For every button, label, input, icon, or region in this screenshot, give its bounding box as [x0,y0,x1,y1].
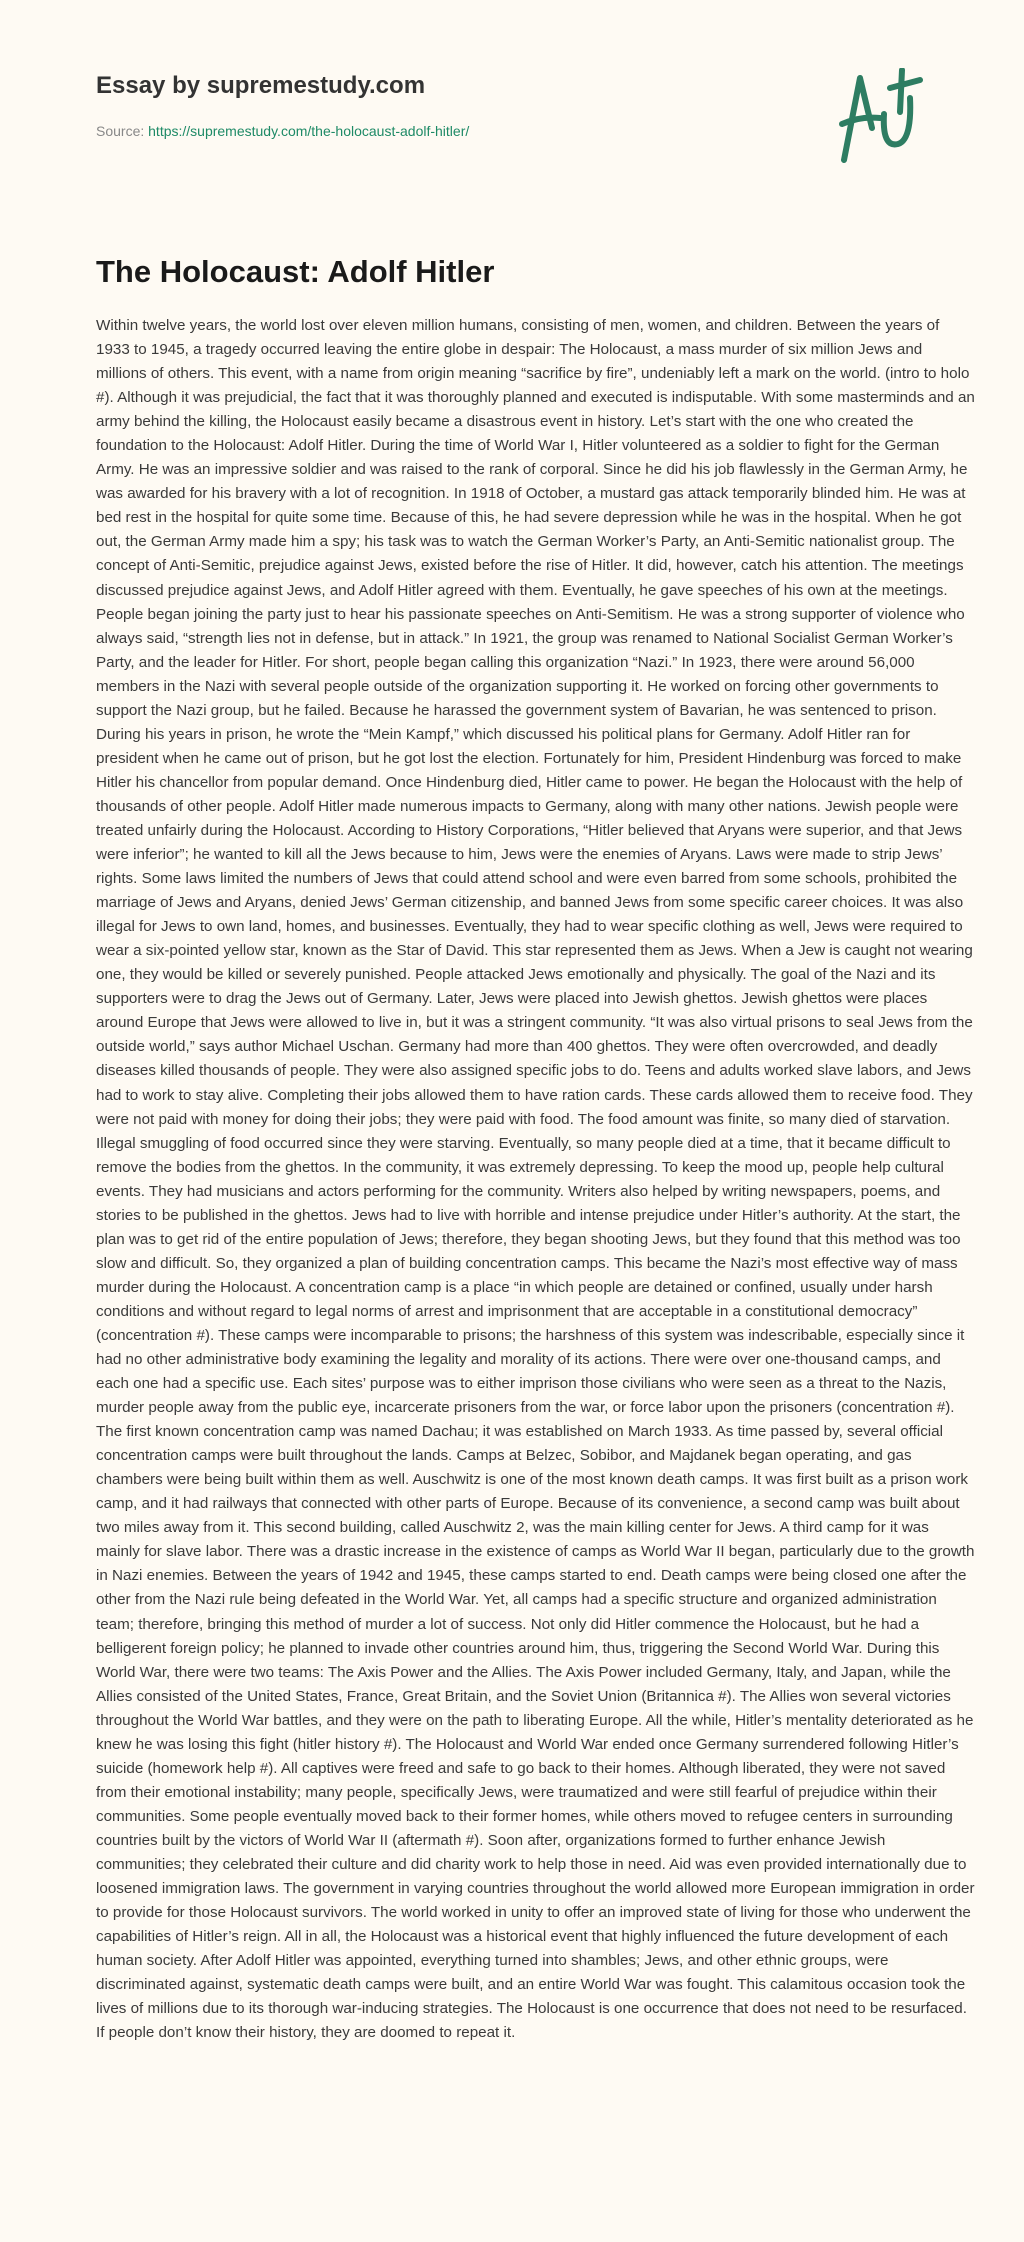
site-title: Essay by supremestudy.com [96,72,426,99]
source-label: Source: [96,123,145,139]
essay-title: The Holocaust: Adolf Hitler [96,254,495,289]
a-plus-logo-icon [820,68,940,164]
source-line [96,123,469,139]
source-link[interactable]: https://supremestudy.com/the-holocaust-adolf-hitler/ [148,123,470,139]
essay-body: Within twelve years, the world lost over eleven million humans, consisting of men, women, and children. Between the years of 1933 to 1945, a tragedy occurred leaving the entire globe in despair: The Holocaust, a mass murder of six million Jews and millions of others. This event, with a name from origin meaning “sacrifice by fire”, undeniably left a mark on the world. (intro to holo #). Although it was prejudicial, the fact that it was thoroughly planned and executed is indisputable. With some masterminds and an army behind the killing, the Holocaust easily became a disastrous event in history. Let’s start with the one who created the foundation to the Holocaust: Adolf Hitler. During the time of World War I, Hitler volunteered as a soldier to fight for the German Army. He was an impressive soldier and was raised to the rank of corporal. Since he did his job flawlessly in the German Army, he was awarded for his bravery with a lot of recognition. In 1918 of October, a mustard gas attack temporarily blinded him. He was at bed rest in the hospital for quite some time. Because of this, he had severe depression while he was in the hospital. When he got out, the German Army made him a spy; his task was to watch the German Worker’s Party, an Anti-Semitic nationalist group. The concept of Anti-Semitic, prejudice against Jews, existed before the rise of Hitler. It did, however, catch his attention. The meetings discussed prejudice against Jews, and Adolf Hitler agreed with them. Eventually, he gave speeches of his own at the meetings. People began joining the party just to hear his passionate speeches on Anti-Semitism. He was a strong supporter of violence who always said, “strength lies not in defense, but in attack.” In 1921, the group was renamed to National Socialist German Worker’s Party, and the leader for Hitler. For short, people began calling this organization “Nazi.” In 1923, there were around 56,000 members in the Nazi with several people outside of the organization supporting it. He worked on forcing other governments to support the Nazi group, but he failed. Because he harassed the government system of Bavarian, he was sentenced to prison. During his years in prison, he wrote the “Mein Kampf,” which discussed his political plans for Germany. Adolf Hitler ran for president when he came out of prison, but he got lost the election. Fortunately for him, President Hindenburg was forced to make Hitler his chancellor from popular demand. Once Hindenburg died, Hitler came to power. He began the Holocaust with the help of thousands of other people. Adolf Hitler made numerous impacts to Germany, along with many other nations. Jewish people were treated unfairly during the Holocaust. According to History Corporations, “Hitler believed that Aryans were superior, and that Jews were inferior”; he wanted to kill all the Jews because to him, Jews were the enemies of Aryans. Laws were made to strip Jews’ rights. Some laws limited the numbers of Jews that could attend school and were even barred from some schools, prohibited the marriage of Jews and Aryans, denied Jews’ German citizenship, and banned Jews from some specific career choices. It was also illegal for Jews to own land, homes, and businesses. Eventually, they had to wear specific clothing as well, Jews were required to wear a six-pointed yellow star, known as the Star of David. This star represented them as Jews. When a Jew is caught not wearing one, they would be killed or severely punished. People attacked Jews emotionally and physically. The goal of the Nazi and its supporters were to drag the Jews out of Germany. Later, Jews were placed into Jewish ghettos. Jewish ghettos were places around Europe that Jews were allowed to live in, but it was a stringent community. “It was also virtual prisons to seal Jews from the outside world,” says author Michael Uschan. Germany had more than 400 ghettos. They were often overcrowded, and deadly diseases killed thousands of people. They were also assigned specific jobs to do. Teens and adults worked slave labors, and Jews had to work to stay alive. Completing their jobs allowed them to have ration cards. These cards allowed them to receive food. They were not paid with money for doing their jobs; they were paid with food. The food amount was finite, so many died of starvation. Illegal smuggling of food occurred since they were starving. Eventually, so many people died at a time, that it became difficult to remove the bodies from the ghettos. In the community, it was extremely depressing. To keep the mood up, people help cultural events. They had musicians and actors performing for the community. Writers also helped by writing newspapers, poems, and stories to be published in the ghettos. Jews had to live with horrible and intense prejudice under Hitler’s authority. At the start, the plan was to get rid of the entire population of Jews; therefore, they began shooting Jews, but they found that this method was too slow and difficult. So, they organized a plan of building concentration camps. This became the Nazi’s most effective way of mass murder during the Holocaust. A concentration camp is a place “in which people are detained or confined, usually under harsh conditions and without regard to legal norms of arrest and imprisonment that are acceptable in a constitutional democracy” (concentration #). These camps were incomparable to prisons; the harshness of this system was indescribable, especially since it had no other administrative body examining the legality and morality of its actions. There were over one-thousand camps, and each one had a specific use. Each sites’ purpose was to either imprison those civilians who were seen as a threat to the Nazis, murder people away from the public eye, incarcerate prisoners from the war, or force labor upon the prisoners (concentration #). The first known concentration camp was named Dachau; it was established on March 1933. As time passed by, several official concentration camps were built throughout the lands. Camps at Belzec, Sobibor, and Majdanek began operating, and gas chambers were being built within them as well. Auschwitz is one of the most known death camps. It was first built as a prison work camp, and it had railways that connected with other parts of Europe. Because of its convenience, a second camp was built about two miles away from it. This second building, called Auschwitz 2, was the main killing center for Jews. A third camp for it was mainly for slave labor. There was a drastic increase in the existence of camps as World War II began, particularly due to the growth in Nazi enemies. Between the years of 1942 and 1945, these camps started to end. Death camps were being closed one after the other from the Nazi rule being defeated in the World War. Yet, all camps had a specific structure and organized administration team; therefore, bringing this method of murder a lot of success. Not only did Hitler commence the Holocaust, but he had a belligerent foreign policy; he planned to invade other countries around him, thus, triggering the Second World War. During this World War, there were two teams: The Axis Power and the Allies. The Axis Power included Germany, Italy, and Japan, while the Allies consisted of the United States, France, Great Britain, and the Soviet Union (Britannica #). The Allies won several victories throughout the World War battles, and they were on the path to liberating Europe. All the while, Hitler’s mentality deteriorated as he knew he was losing this fight (hitler history #). The Holocaust and World War ended once Germany surrendered following Hitler’s suicide (homework help #). All captives were freed and safe to go back to their homes. Although liberated, they were not saved from their emotional instability; many people, specifically Jews, were traumatized and were still fearful of prejudice within their communities. Some people eventually moved back to their former homes, while others moved to refugee centers in surrounding countries built by the victors of World War II (aftermath #). Soon after, organizations formed to further enhance Jewish communities; they celebrated their culture and did charity work to help those in need. Aid was even provided internationally due to loosened immigration laws. The government in varying countries throughout the world allowed more European immigration in order to provide for those Holocaust survivors. The world worked in unity to offer an improved state of living for those who underwent the capabilities of Hitler’s reign. All in all, the Holocaust was a historical event that highly influenced the future development of each human society. After Adolf Hitler was appointed, everything turned into shambles; Jews, and other ethnic groups, were discriminated against, systematic death camps were built, and an entire World War was fought. This calamitous occasion took the lives of millions due to its thorough war-inducing strategies. The Holocaust is one occurrence that does not need to be resurfaced. If people don’t know their history, they are doomed to repeat it. [96,317,975,2042]
